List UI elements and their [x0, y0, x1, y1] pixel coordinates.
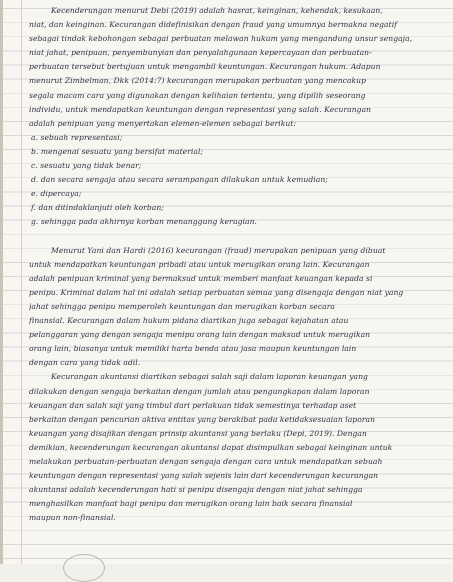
text-line: penipu. Kriminal dalam hal ini adalah setiap perbuatan semua yang disengaja dengan niat yang	[29, 287, 404, 297]
text-line: keuangan dan salah saji yang timbul dari perlakuan tidak semestinya terhadap aset	[29, 400, 357, 410]
margin-line	[21, 0, 22, 564]
text-line: orang lain, biasanya untuk memiliki harta benda atau jasa maupun keuntungan lain	[29, 344, 357, 354]
text-line: maupun non-finansial.	[29, 513, 116, 523]
text-line: niat, dan keinginan. Kecurangan didefinisikan dengan fraud yang umumnya bermakna negatif	[29, 20, 398, 30]
text-line: dengan cara yang tidak adil.	[29, 358, 141, 368]
list-item: f. dan ditindaklanjuti oleh korban;	[31, 203, 164, 213]
list-item: c. sesuatu yang tidak benar;	[31, 161, 142, 171]
text-line: adalah penipuan yang menyertakan elemen-elemen sebagai berikut:	[29, 118, 297, 128]
stamp-mark	[63, 554, 105, 582]
list-item: a. sebuah representasi;	[31, 132, 123, 142]
text-line: finansial. Kecurangan dalam hukum pidana diartikan juga sebagai kejahatan atau	[29, 316, 349, 326]
text-line: dilakukan dengan sengaja berkaitan dengan jumlah atau pengungkapan dalam laporan	[29, 386, 370, 396]
list-item: b. mengenai sesuatu yang bersifat material;	[31, 146, 204, 156]
list-item: d. dan secara sengaja atau secara serampangan dilakukan untuk kemudian;	[31, 175, 328, 185]
text-line: demikian, kecenderungan kecurangan akuntansi dapat disimpulkan sebagai keinginan untuk	[29, 442, 393, 452]
text-line: keuntungan dengan representasi yang salah sejenis lain dari kecenderungan kecurangan	[29, 471, 379, 481]
text-line: pelanggaran yang dengan sengaja menipu orang lain dengan maksud untuk merugikan	[29, 330, 371, 340]
text-line: adalah penipuan kriminal yang bermaksud untuk memberi manfaat keuangan kepada si	[29, 273, 373, 283]
text-line: perbuatan tersebut bertujuan untuk mengambil keuntungan. Kecurangan hukum. Adapun	[29, 62, 381, 72]
text-line: Kecurangan akuntansi diartikan sebagai salah saji dalam laporan keuangan yang	[51, 372, 368, 382]
text-line: segala macam cara yang digunakan dengan kelihaian tertentu, yang dipilih seseorang	[29, 90, 366, 100]
list-item: g. sehingga pada akhirnya korban menanggung kerugian.	[31, 217, 258, 227]
elements-list	[29, 131, 447, 230]
text-line: melakukan perbuatan-perbuatan dengan sengaja dengan cara untuk mendapatkan sebuah	[29, 457, 383, 466]
list-item: e. dipercaya;	[31, 189, 82, 199]
paragraph-gap	[29, 230, 447, 244]
text-line: akuntansi adalah kecenderungan hati si penipu disengaja dengan niat jahat sehingga	[29, 485, 363, 495]
text-line: individu, untuk mendapatkan keuntungan dengan representasi yang salah. Kecurangan	[29, 104, 372, 114]
text-line: keuangan yang disajikan dengan prinsip akuntansi yang berlaku (Depi, 2019). Dengan	[29, 428, 367, 438]
text-line: menurut Zimbelman, Dkk (2014:7) kecurangan merupakan perbuatan yang mencakup	[29, 76, 367, 86]
text-line: Menurut Yani dan Hardi (2016) kecurangan (fraud) merupakan penipuan yang dibuat	[51, 245, 386, 255]
handwritten-text	[29, 4, 447, 525]
paragraph-definition	[29, 4, 447, 131]
text-line: Kecenderungan menurut Debi (2019) adalah hasrat, keinginan, kehendak, kesukaan,	[51, 6, 383, 15]
paragraph-yani-hardi	[29, 244, 447, 371]
text-line: berkaitan dengan pencurian aktiva entitas yang berakibat pada ketidaksesuaian laporan	[29, 414, 376, 424]
text-line: untuk mendapatkan keuntungan pribadi atau untuk merugikan orang lain. Kecurangan	[29, 259, 370, 269]
text-line: jahat sehingga penipu memperoleh keuntungan dan merugikan korban secara	[29, 301, 335, 311]
text-line: menghasilkan manfaat bagi penipu dan merugikan orang lain baik secara finansial	[29, 499, 353, 509]
text-line: sebagai tindak kebohongan sebagai perbuatan melawan hukum yang mengandung unsur sengaja,	[29, 34, 413, 44]
paragraph-accounting-fraud	[29, 370, 447, 525]
text-line: niat jahat, penipuan, penyembunyian dan penyalahgunaan kepercayaan dan perbuatan-	[29, 48, 372, 58]
